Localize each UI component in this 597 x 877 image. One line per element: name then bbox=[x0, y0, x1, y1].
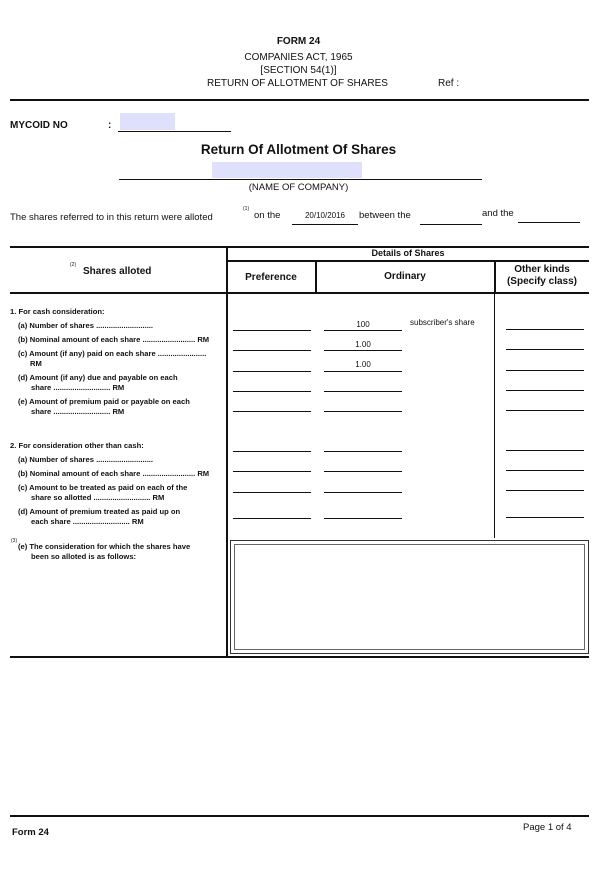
s2a-preference-line[interactable] bbox=[233, 451, 311, 452]
col-ordinary: Ordinary bbox=[384, 271, 426, 282]
s1-premium-rm: share ........................... RM bbox=[31, 407, 125, 416]
s2-consideration-cont: been so alloted is as follows: bbox=[31, 552, 137, 561]
s1b-ordinary-line bbox=[324, 350, 402, 351]
consideration-textbox-inner bbox=[234, 544, 585, 650]
s1a-ordinary-line bbox=[324, 330, 402, 331]
consideration-textbox[interactable] bbox=[230, 540, 589, 654]
s1c-ordinary-line bbox=[324, 371, 402, 372]
s2d-other-line[interactable] bbox=[506, 517, 584, 518]
col-other-kinds: Other kinds bbox=[514, 264, 570, 275]
s1b-ordinary-value[interactable]: 1.00 bbox=[355, 340, 371, 349]
details-header: Details of Shares bbox=[371, 248, 445, 258]
section-1-title: 1. For cash consideration: bbox=[10, 307, 105, 316]
s2c-ordinary-line[interactable] bbox=[324, 492, 402, 493]
s1c-ordinary-value[interactable]: 1.00 bbox=[355, 360, 371, 369]
mycoid-label: MYCOID NO bbox=[10, 120, 68, 131]
ordinary-note: subscriber's share bbox=[410, 318, 475, 327]
company-name-field[interactable] bbox=[212, 162, 362, 178]
s2b-ordinary-line[interactable] bbox=[324, 471, 402, 472]
note-ref-1: (1) bbox=[243, 206, 250, 212]
s1b-preference-line[interactable] bbox=[233, 350, 311, 351]
on-the-label: on the bbox=[254, 210, 281, 221]
section-2-title: 2. For consideration other than cash: bbox=[10, 441, 144, 450]
s1-amount-due: (d) Amount (if any) due and payable on each bbox=[18, 373, 178, 382]
s1a-ordinary-value[interactable]: 100 bbox=[356, 320, 370, 329]
s1-amount-due-rm: share ........................... RM bbox=[31, 383, 125, 392]
note-ref-2: (2) bbox=[70, 262, 77, 268]
s1e-ordinary-line[interactable] bbox=[324, 411, 402, 412]
s2-premium: (d) Amount of premium treated as paid up on bbox=[18, 507, 181, 516]
s2b-other-line[interactable] bbox=[506, 470, 584, 471]
s2-nominal-amount: (b) Nominal amount of each share ......................... RM bbox=[18, 469, 210, 478]
s1c-preference-line[interactable] bbox=[233, 371, 311, 372]
allot-date[interactable]: 20/10/2016 bbox=[304, 211, 346, 220]
s1-nominal-amount: (b) Nominal amount of each share ......................... RM bbox=[18, 335, 210, 344]
and-date-underline[interactable] bbox=[518, 222, 580, 223]
s1a-preference-line[interactable] bbox=[233, 330, 311, 331]
s1d-ordinary-line[interactable] bbox=[324, 391, 402, 392]
s1-amount-paid-rm: RM bbox=[30, 359, 42, 368]
table-bottom-border bbox=[10, 656, 589, 658]
act-name: COMPANIES ACT, 1965 bbox=[244, 52, 353, 63]
s1d-other-line[interactable] bbox=[506, 390, 584, 391]
between-date-underline[interactable] bbox=[420, 224, 482, 225]
col-preference: Preference bbox=[245, 272, 297, 283]
s2-amount-treated-rm: share so allotted ........................... RM bbox=[31, 493, 165, 502]
s2a-other-line[interactable] bbox=[506, 450, 584, 451]
between-label: between the bbox=[359, 210, 411, 221]
s2c-other-line[interactable] bbox=[506, 490, 584, 491]
note-ref-3: (3) bbox=[11, 538, 18, 544]
s2b-preference-line[interactable] bbox=[233, 471, 311, 472]
s1e-other-line[interactable] bbox=[506, 410, 584, 411]
s2d-ordinary-line[interactable] bbox=[324, 518, 402, 519]
mycoid-underline bbox=[118, 131, 231, 132]
form-number: FORM 24 bbox=[276, 36, 321, 47]
s1-number-of-shares: (a) Number of shares ........................... bbox=[18, 321, 154, 330]
s2c-preference-line[interactable] bbox=[233, 492, 311, 493]
mycoid-colon: : bbox=[108, 120, 112, 131]
shares-alloted-header: Shares alloted bbox=[83, 266, 152, 277]
s2-amount-treated: (c) Amount to be treated as paid on each of the bbox=[18, 483, 188, 492]
s1-premium: (e) Amount of premium paid or payable on each bbox=[18, 397, 190, 406]
s1e-preference-line[interactable] bbox=[233, 411, 311, 412]
date-underline bbox=[292, 224, 358, 225]
s2a-ordinary-line[interactable] bbox=[324, 451, 402, 452]
s2d-preference-line[interactable] bbox=[233, 518, 311, 519]
table-header-border bbox=[10, 292, 589, 294]
s1c-other-line[interactable] bbox=[506, 370, 584, 371]
s1-amount-paid: (c) Amount (if any) paid on each share ....................... bbox=[18, 349, 207, 358]
footer-form-label: Form 24 bbox=[12, 827, 49, 838]
col-divider-ord bbox=[494, 294, 495, 538]
form-subject: RETURN OF ALLOTMENT OF SHARES bbox=[207, 78, 388, 89]
and-the-label: and the bbox=[482, 208, 514, 219]
s1b-other-line[interactable] bbox=[506, 349, 584, 350]
section-ref: [SECTION 54(1)] bbox=[260, 65, 337, 76]
footer-page-number: Page 1 of 4 bbox=[523, 822, 572, 833]
company-name-underline bbox=[119, 179, 482, 180]
ref-label: Ref : bbox=[438, 78, 460, 89]
company-name-caption: (NAME OF COMPANY) bbox=[248, 182, 349, 193]
col-divider-main bbox=[226, 246, 228, 656]
col-other-specify: (Specify class) bbox=[506, 276, 578, 287]
s1a-other-line[interactable] bbox=[506, 329, 584, 330]
header-divider bbox=[10, 99, 589, 101]
s2-premium-rm: each share ........................... RM bbox=[31, 517, 144, 526]
details-header-border bbox=[227, 260, 589, 262]
s2-consideration: (e) The consideration for which the shares have bbox=[18, 542, 191, 551]
s2-number-of-shares: (a) Number of shares ........................... bbox=[18, 455, 154, 464]
s1d-preference-line[interactable] bbox=[233, 391, 311, 392]
allot-sentence: The shares referred to in this return were alloted bbox=[10, 212, 213, 223]
page-title: Return Of Allotment Of Shares bbox=[200, 142, 397, 157]
footer-divider bbox=[10, 815, 589, 817]
mycoid-field[interactable] bbox=[120, 113, 175, 130]
